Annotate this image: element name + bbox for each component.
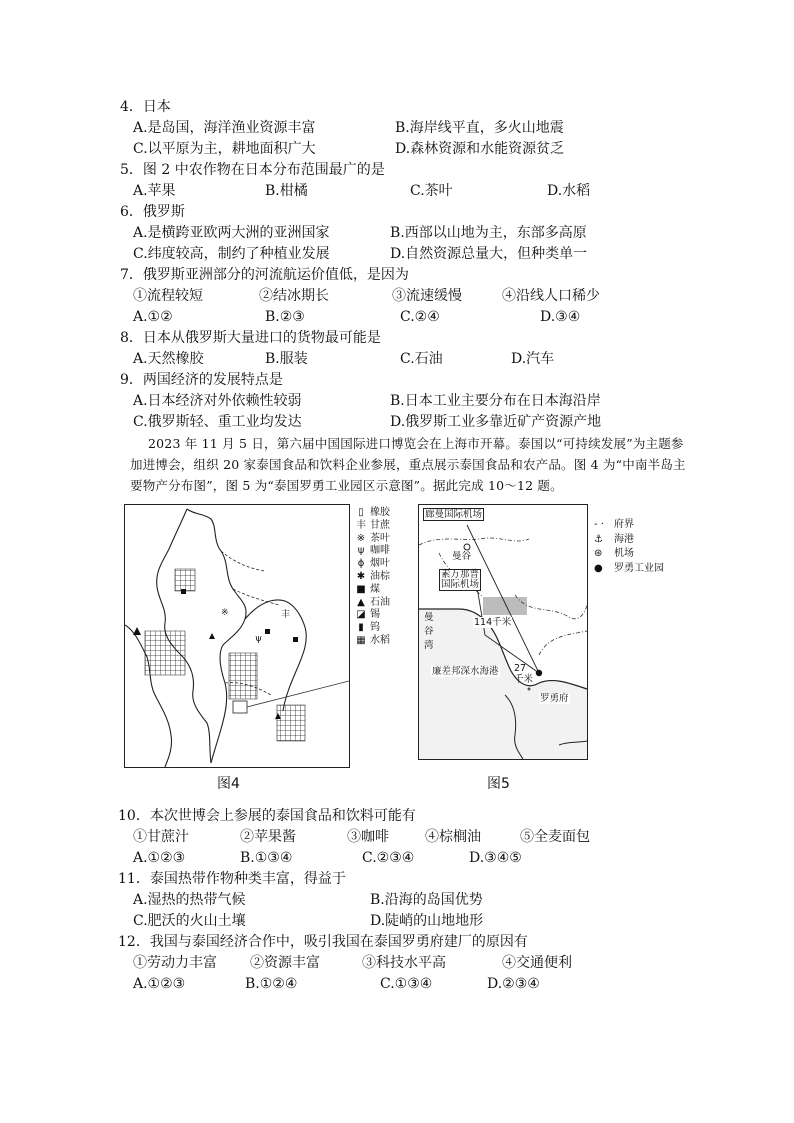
gulf-of-bangkok-label: [423, 611, 435, 653]
question-8-stem: 8．日本从俄罗斯大量进口的货物最可能是: [120, 330, 381, 346]
q6-option-d: D.自然资源总量大，但种类单一: [390, 246, 588, 262]
q11-option-b: B.沿海的岛国优势: [370, 892, 483, 908]
figure-5-legend: [594, 518, 664, 576]
airport-label-don-mueang: 廊曼国际机场: [425, 509, 483, 520]
legend-item: [352, 584, 390, 597]
tea-icon: ※: [356, 532, 366, 544]
gulf-line1: 曼: [424, 612, 434, 623]
q8-option-d: D.汽车: [511, 351, 555, 367]
q10-item-2: ②苹果酱: [240, 829, 296, 845]
q12-item-2: ②资源丰富: [250, 955, 320, 971]
rubber-icon: ▯: [358, 507, 364, 518]
question-4-stem: 4．日本: [120, 99, 171, 115]
q12-item-3: ③科技水平高: [362, 955, 446, 971]
legend-label: 罗勇工业园: [614, 562, 664, 574]
airport2-line1: 素万那普: [441, 569, 480, 580]
q8-option-b: B.服装: [265, 351, 308, 367]
legend-item: [352, 597, 390, 610]
passage: [130, 433, 690, 496]
gulf-line2: 谷: [424, 626, 434, 637]
legend-label: 机场: [614, 548, 634, 559]
distance-label-27km: [513, 663, 534, 685]
legend-label: 水稻: [370, 634, 390, 646]
figure-4-map: [124, 504, 350, 768]
q12-option-c: C.①③④: [380, 976, 433, 992]
svg-text:※: ※: [221, 608, 229, 618]
svg-text:ψ: ψ: [255, 634, 263, 644]
question-12-stem: 12．我国与泰国经济合作中，吸引我国在泰国罗勇府建厂的原因有: [118, 934, 528, 950]
question-6-stem: 6．俄罗斯: [120, 204, 185, 220]
q10-option-c: C.②③④: [362, 850, 415, 866]
legend-label: 海港: [614, 533, 634, 545]
question-11-stem: 11．泰国热带作物种类丰富，得益于: [118, 871, 346, 887]
oil-icon: ▲: [357, 596, 365, 608]
figure-4-caption: 图4: [217, 776, 240, 792]
distance-label-114km: 114千米: [474, 617, 512, 628]
figure-5-map: [418, 504, 588, 760]
q9-option-d: D.俄罗斯工业多靠近矿产资源产地: [390, 414, 602, 430]
legend-item: [352, 520, 390, 533]
q5-option-a: A.苹果: [133, 183, 176, 199]
port-icon: ⚓: [594, 533, 603, 545]
legend-item: [352, 622, 390, 635]
q4-option-c: C.以平原为主，耕地面积广大: [133, 141, 316, 157]
legend-label: 烟叶: [370, 558, 390, 570]
legend-item: [594, 518, 664, 533]
q7-option-a: A.①②: [133, 309, 173, 325]
tungsten-icon: ▮: [358, 622, 364, 634]
q9-option-b: B.日本工业主要分布在日本海沿岸: [390, 393, 601, 409]
coffee-icon: ψ: [357, 545, 365, 557]
q12-option-d: D.②③④: [487, 976, 540, 992]
legend-label: 煤: [370, 583, 380, 595]
legend-item: [594, 562, 664, 577]
legend-label: 油棕: [370, 570, 390, 582]
q4-option-b: B.海岸线平直，多火山地震: [395, 120, 564, 136]
passage-text: 2023 年 11 月 5 日，第六届中国国际进口博览会在上海市开幕。泰国以“可持续发展”为主题参加进博会，组织 20 家泰国食品和饮料企业参展，重点展示泰国食品和农产品。图 4 为“中南半岛主要物产分布图”，图 5 为“泰国罗勇工业园区示意图”。据此完成 10～12 题。: [130, 436, 686, 493]
dist2-line2: 千米: [514, 674, 534, 685]
legend-label: 茶叶: [370, 532, 390, 544]
q7-item-4: ④沿线人口稀少: [502, 288, 600, 304]
q4-option-d: D.森林资源和水能资源贫乏: [395, 141, 565, 157]
tin-icon: ◪: [356, 609, 366, 621]
tobacco-icon: ϕ: [357, 558, 365, 570]
airport-label-suvarnabhumi: [439, 569, 481, 591]
q11-option-a: A.湿热的热带气候: [133, 892, 246, 908]
q8-option-c: C.石油: [400, 351, 443, 367]
legend-item: [352, 558, 390, 571]
q6-option-b: B.西部以山地为主，东部多高原: [390, 225, 587, 241]
question-9-stem: 9．两国经济的发展特点是: [120, 372, 283, 388]
q11-option-c: C.肥沃的火山土壤: [133, 913, 246, 929]
rice-icon: ▦: [356, 634, 366, 646]
q10-item-3: ③咖啡: [347, 829, 389, 845]
port-label-laem-chabang: 廉差邦深水海港: [432, 666, 499, 677]
legend-item: [352, 507, 390, 520]
coal-icon: ■: [356, 583, 366, 595]
q12-item-1: ①劳动力丰富: [133, 955, 217, 971]
legend-item: [594, 533, 664, 548]
q7-item-2: ②结冰期长: [259, 288, 329, 304]
legend-label: 甘蔗: [370, 519, 390, 531]
legend-item: [352, 571, 390, 584]
q7-option-c: C.②④: [400, 309, 440, 325]
legend-label: 锡: [370, 609, 380, 621]
legend-item: [352, 533, 390, 546]
q10-item-1: ①甘蔗汁: [133, 829, 189, 845]
legend-item: [352, 545, 390, 558]
figure-4-legend: [352, 507, 390, 648]
rayong-map: [419, 505, 587, 759]
q11-option-d: D.陡峭的山地地形: [370, 913, 484, 929]
bangkok-label: 曼谷: [452, 551, 472, 562]
q7-option-d: D.③④: [540, 309, 581, 325]
question-5-stem: 5．图 2 中农作物在日本分布范围最广的是: [120, 162, 385, 178]
q5-option-d: D.水稻: [547, 183, 591, 199]
q12-option-a: A.①②③: [133, 976, 186, 992]
q10-item-5: ⑤全麦面包: [520, 829, 590, 845]
legend-label: 橡胶: [370, 507, 390, 518]
q9-option-a: A.日本经济对外依赖性较弱: [133, 393, 302, 409]
indochina-map: [125, 505, 349, 767]
legend-item: [594, 547, 664, 562]
question-10-stem: 10．本次世博会上参展的泰国食品和饮料可能有: [118, 808, 416, 824]
legend-item: [352, 635, 390, 648]
q7-option-b: B.②③: [265, 309, 305, 325]
boundary-icon: - ·: [594, 519, 604, 530]
q5-option-b: B.柑橘: [265, 183, 308, 199]
airport-icon: ⊛: [594, 548, 603, 559]
q4-option-a: A.是岛国，海洋渔业资源丰富: [133, 120, 316, 136]
q5-option-c: C.茶叶: [410, 183, 453, 199]
q12-option-b: B.①②④: [245, 976, 298, 992]
sugarcane-icon: 丰: [356, 519, 366, 531]
rayong-label: 罗勇府: [540, 693, 569, 704]
gulf-line3: 湾: [424, 640, 434, 651]
q12-item-4: ④交通便利: [502, 955, 572, 971]
dist2-line1: 27: [514, 663, 527, 674]
q10-option-d: D.③④⑤: [469, 850, 522, 866]
airport2-line2: 国际机场: [441, 579, 480, 590]
q10-option-b: B.①③④: [240, 850, 293, 866]
q7-item-1: ①流程较短: [133, 288, 203, 304]
q7-item-3: ③流速缓慢: [392, 288, 462, 304]
industrial-park-icon: ●: [594, 562, 603, 574]
legend-item: [352, 609, 390, 622]
q8-option-a: A.天然橡胶: [133, 351, 204, 367]
question-7-stem: 7．俄罗斯亚洲部分的河流航运价值低，是因为: [120, 267, 409, 283]
legend-label: 钨: [370, 622, 380, 634]
figure-5-caption: 图5: [487, 776, 510, 792]
q6-option-a: A.是横跨亚欧两大洲的亚洲国家: [133, 225, 330, 241]
oilpalm-icon: ✱: [356, 570, 366, 582]
legend-label: 石油: [370, 596, 390, 608]
q6-option-c: C.纬度较高，制约了种植业发展: [133, 246, 330, 262]
legend-label: 府界: [614, 519, 634, 530]
q9-option-c: C.俄罗斯轻、重工业均发达: [133, 414, 302, 430]
q10-option-a: A.①②③: [133, 850, 186, 866]
legend-label: 咖啡: [370, 545, 390, 557]
q10-item-4: ④棕榈油: [425, 829, 481, 845]
svg-text:丰: 丰: [281, 610, 291, 620]
